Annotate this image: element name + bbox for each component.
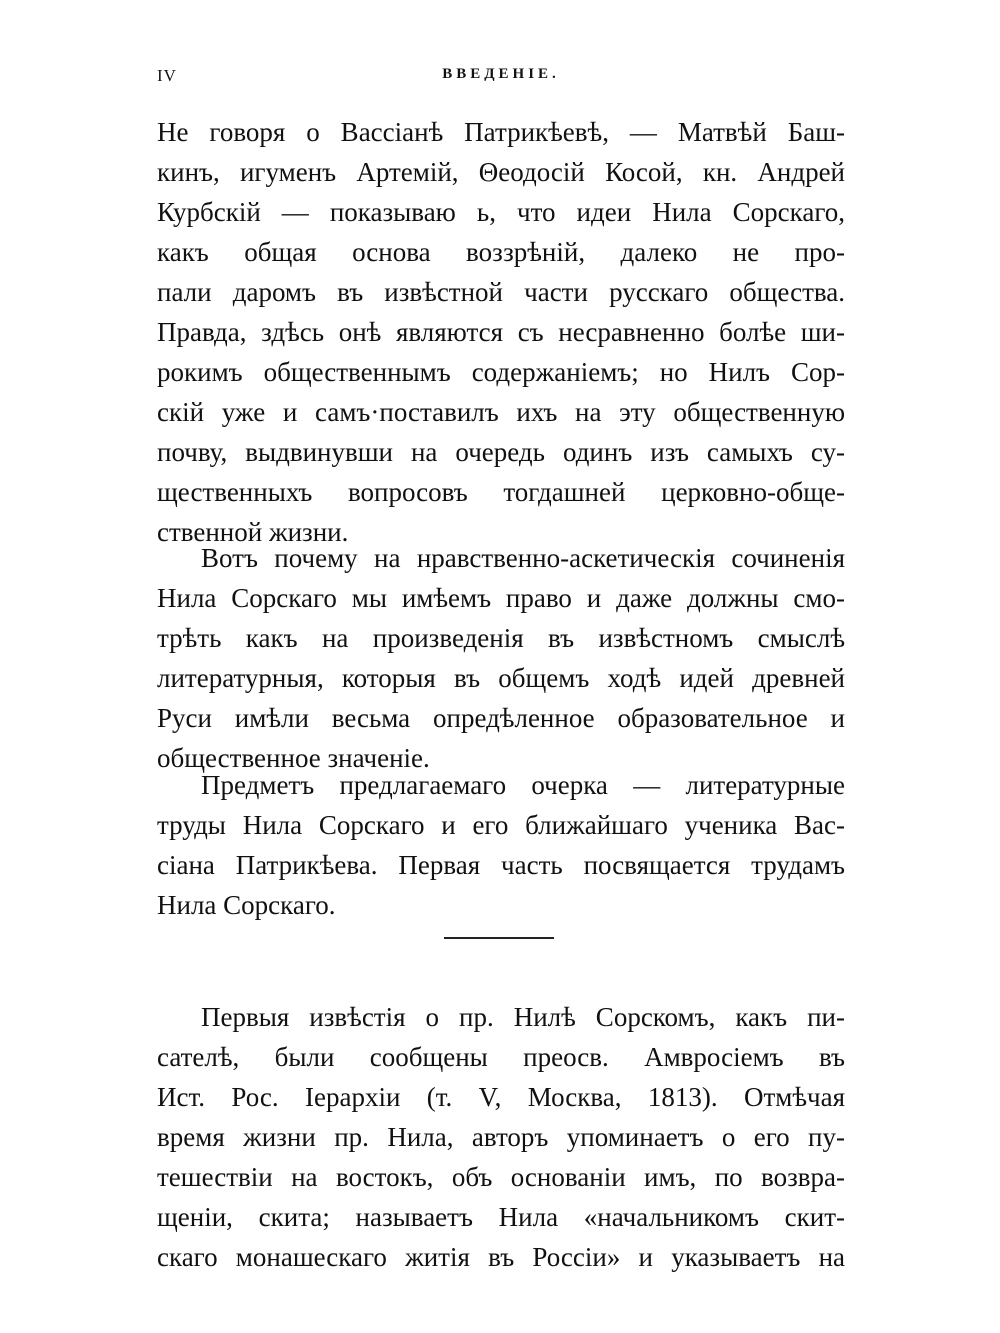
- text-line: скій уже и самъ·поставилъ ихъ на эту общественную: [157, 397, 845, 427]
- text-line: труды Нила Сорскаго и его ближайшаго ученика Вас-: [157, 810, 845, 840]
- text-line: Нила Сорскаго мы имѣемъ право и даже должны смо-: [157, 583, 845, 613]
- text-line: трѣть какъ на произведенія въ извѣстномъ смыслѣ: [157, 623, 845, 653]
- text-line: ственной жизни.: [157, 517, 349, 547]
- text-line: время жизни пр. Нила, авторъ упоминаетъ о его пу-: [157, 1122, 845, 1152]
- text-line: скаго монашескаго житія въ Россіи» и указываетъ на: [157, 1242, 845, 1272]
- page-header: [157, 66, 845, 90]
- text-line: сіана Патрикѣева. Первая часть посвящается трудамъ: [157, 850, 845, 880]
- text-line: Предметъ предлагаемаго очерка — литературные: [201, 770, 845, 800]
- text-line: почву, выдвинувши на очередь одинъ изъ самыхъ су-: [157, 437, 845, 467]
- running-head: ВВЕДЕНІЕ.: [442, 66, 560, 82]
- text-line: общественное значеніе.: [157, 743, 430, 773]
- text-line: Ист. Рос. Іерархіи (т. V, Москва, 1813). Отмѣчая: [157, 1082, 845, 1112]
- text-line: Руси имѣли весьма опредѣленное образовательное и: [157, 703, 845, 733]
- paragraph-1: [157, 112, 845, 552]
- text-line: пали даромъ въ извѣстной части русскаго общества.: [157, 277, 845, 307]
- text-line: сателѣ, были сообщены преосв. Амвросіемъ въ: [157, 1042, 845, 1072]
- page-number: IV: [157, 66, 177, 85]
- text-line: Нила Сорскаго.: [157, 890, 336, 920]
- text-line: тешествіи на востокъ, объ основаніи имъ, по возвра-: [157, 1162, 845, 1192]
- text-line: Первыя извѣстія о пр. Нилѣ Сорскомъ, какъ пи-: [201, 1002, 845, 1032]
- paragraph-3: [157, 765, 845, 925]
- text-line: какъ общая основа воззрѣній, далеко не про-: [157, 237, 845, 267]
- text-line: Правда, здѣсь онѣ являются съ несравненно болѣе ши-: [157, 317, 845, 347]
- paragraph-2: [157, 538, 845, 778]
- section-divider: [444, 937, 554, 939]
- text-line: щественныхъ вопросовъ тогдашней церковно-обще-: [157, 477, 845, 507]
- text-line: Курбскій — показываю ь, что идеи Нила Сорскаго,: [157, 197, 845, 227]
- paragraph-4: [157, 997, 845, 1277]
- text-line: литературныя, которыя въ общемъ ходѣ идей древней: [157, 663, 845, 693]
- text-line: рокимъ общественнымъ содержаніемъ; но Нилъ Сор-: [157, 357, 845, 387]
- text-line: кинъ, игуменъ Артемій, Θеодосій Косой, кн. Андрей: [157, 157, 845, 187]
- text-line: Не говоря о Вассіанѣ Патрикѣевѣ, — Матвѣй Баш-: [157, 117, 845, 147]
- text-line: щеніи, скита; называетъ Нила «начальникомъ скит-: [157, 1202, 845, 1232]
- text-line: Вотъ почему на нравственно-аскетическія сочиненія: [201, 543, 845, 573]
